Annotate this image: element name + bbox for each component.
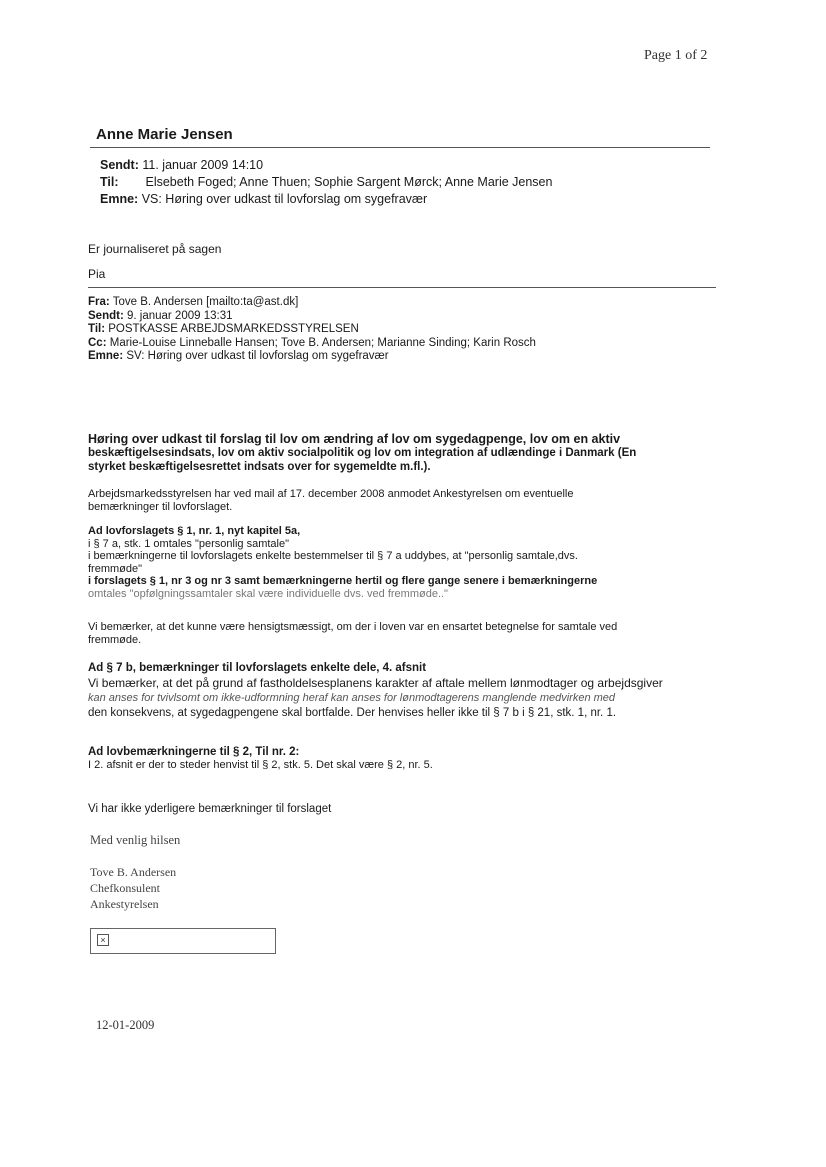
email2-subject: SV: Høring over udkast til lovforslag om sygefravær — [126, 350, 389, 362]
email1-to-label: Til: — [100, 175, 119, 189]
email1-meta — [100, 157, 552, 208]
signature-name: Tove B. Andersen — [90, 865, 177, 879]
broken-image-icon: × — [97, 934, 109, 946]
section-1 — [88, 525, 728, 600]
text-line: i forslagets § 1, nr 3 og nr 3 samt bemærkningerne hertil og flere gange senere i bemærkningerne — [88, 575, 598, 587]
email2-sent-row — [88, 310, 536, 324]
journal-note: Er journaliseret på sagen — [88, 242, 222, 256]
signature-title: Chefkonsulent — [90, 881, 160, 895]
email1-to-row — [100, 174, 552, 191]
signature-block — [90, 864, 176, 912]
email2-to-row — [88, 323, 536, 337]
text-line: fremmøde. — [88, 633, 142, 646]
section-3 — [88, 661, 728, 721]
section-3-title: Ad § 7 b, bemærkninger til lovforslagets enkelte dele, 4. afsnit — [88, 662, 427, 674]
signoff-pia: Pia — [88, 267, 106, 281]
section-1-title: Ad lovforslagets § 1, nr. 1, nyt kapitel 5a, — [88, 525, 301, 537]
email1-sent-row — [100, 157, 552, 174]
email1-subject-row — [100, 191, 552, 208]
greeting: Med venlig hilsen — [90, 833, 181, 847]
email2-from-label: Fra: — [88, 296, 110, 308]
text-line: Vi bemærker, at det på grund af fastholdelsesplanens karakter af aftale mellem lønmodtager og arbejdsgiver — [88, 676, 663, 690]
closing-text: Vi har ikke yderligere bemærkninger til forslaget — [88, 803, 332, 815]
text-line: bemærkninger til lovforslaget. — [88, 500, 233, 513]
email2-cc: Marie-Louise Linneballe Hansen; Tove B. Andersen; Marianne Sinding; Karin Rosch — [109, 336, 536, 349]
body-heading-line: beskæftigelsesindsats, lov om aktiv socialpolitik og lov om integration af udlændinge i Danmark (En — [88, 447, 637, 459]
footer-date: 12-01-2009 — [96, 1018, 155, 1032]
email2-sent-label: Sendt: — [88, 309, 124, 322]
text-line: I 2. afsnit er der to steder henvist til § 2, stk. 5. Det skal være § 2, nr. 5. — [88, 758, 433, 771]
email1-sent: 11. januar 2009 14:10 — [142, 158, 264, 172]
signature-org: Ankestyrelsen — [90, 897, 159, 911]
email2-subject-label: Emne: — [88, 350, 124, 362]
email1-to: Elsebeth Foged; Anne Thuen; Sophie Sargent Mørck; Anne Marie Jensen — [145, 175, 553, 189]
email2-cc-row — [88, 337, 536, 351]
email2-cc-label: Cc: — [88, 336, 107, 349]
email2-meta — [88, 296, 536, 364]
text-line: i bemærkningerne til lovforslagets enkelte bestemmelser til § 7 a uddybes, at "personlig samtale,dvs. — [88, 550, 578, 562]
email2-to-label: Til: — [88, 323, 106, 335]
email1-subject-label: Emne: — [100, 192, 139, 206]
email2-from-row — [88, 296, 536, 310]
email2-to: POSTKASSE ARBEJDSMARKEDSSTYRELSEN — [108, 323, 359, 335]
embedded-image-placeholder — [90, 928, 276, 954]
email2-subject-row — [88, 350, 536, 364]
email1-sent-label: Sendt: — [100, 158, 139, 172]
text-line: kan anses for tvivlsomt om ikke-udformning heraf kan anses for lønmodtagerens manglende medvirken med — [88, 692, 616, 704]
email1-subject: VS: Høring over udkast til lovforslag om sygefravær — [141, 192, 428, 206]
body-heading-line: styrket beskæftigelsesrettet indsats over for sygemeldte m.fl.). — [88, 461, 431, 473]
section-4 — [88, 746, 728, 771]
text-line: den konsekvens, at sygedagpengene skal bortfalde. Der henvises heller ikke til § 7 b i § 21, stk. 1, nr. 1. — [88, 707, 617, 719]
body-heading-line: Høring over udkast til forslag til lov om ændring af lov om sygedagpenge, lov om en aktiv — [88, 432, 621, 446]
sender-name: Anne Marie Jensen — [96, 126, 233, 143]
text-line: i § 7 a, stk. 1 omtales "personlig samtale" — [88, 537, 290, 550]
intro-paragraph — [88, 488, 728, 513]
text-line: Vi bemærker, at det kunne være hensigtsmæssigt, om der i loven var en ensartet betegnelse for samtale ved — [88, 621, 618, 633]
text-line: omtales "opfølgningssamtaler skal være individuelle dvs. ved fremmøde.." — [88, 587, 448, 600]
header-divider — [90, 147, 710, 148]
body-heading — [88, 432, 738, 474]
email2-from: Tove B. Andersen [mailto:ta@ast.dk] — [112, 296, 299, 308]
page-number: Page 1 of 2 — [644, 48, 708, 63]
forward-divider — [88, 287, 716, 288]
text-line: Arbejdsmarkedsstyrelsen har ved mail af 17. december 2008 anmodet Ankestyrelsen om eventuelle — [88, 488, 574, 500]
section-2 — [88, 621, 728, 646]
text-line: fremmøde" — [88, 562, 143, 575]
email2-sent: 9. januar 2009 13:31 — [126, 309, 233, 322]
section-4-title: Ad lovbemærkningerne til § 2, Til nr. 2: — [88, 746, 300, 758]
